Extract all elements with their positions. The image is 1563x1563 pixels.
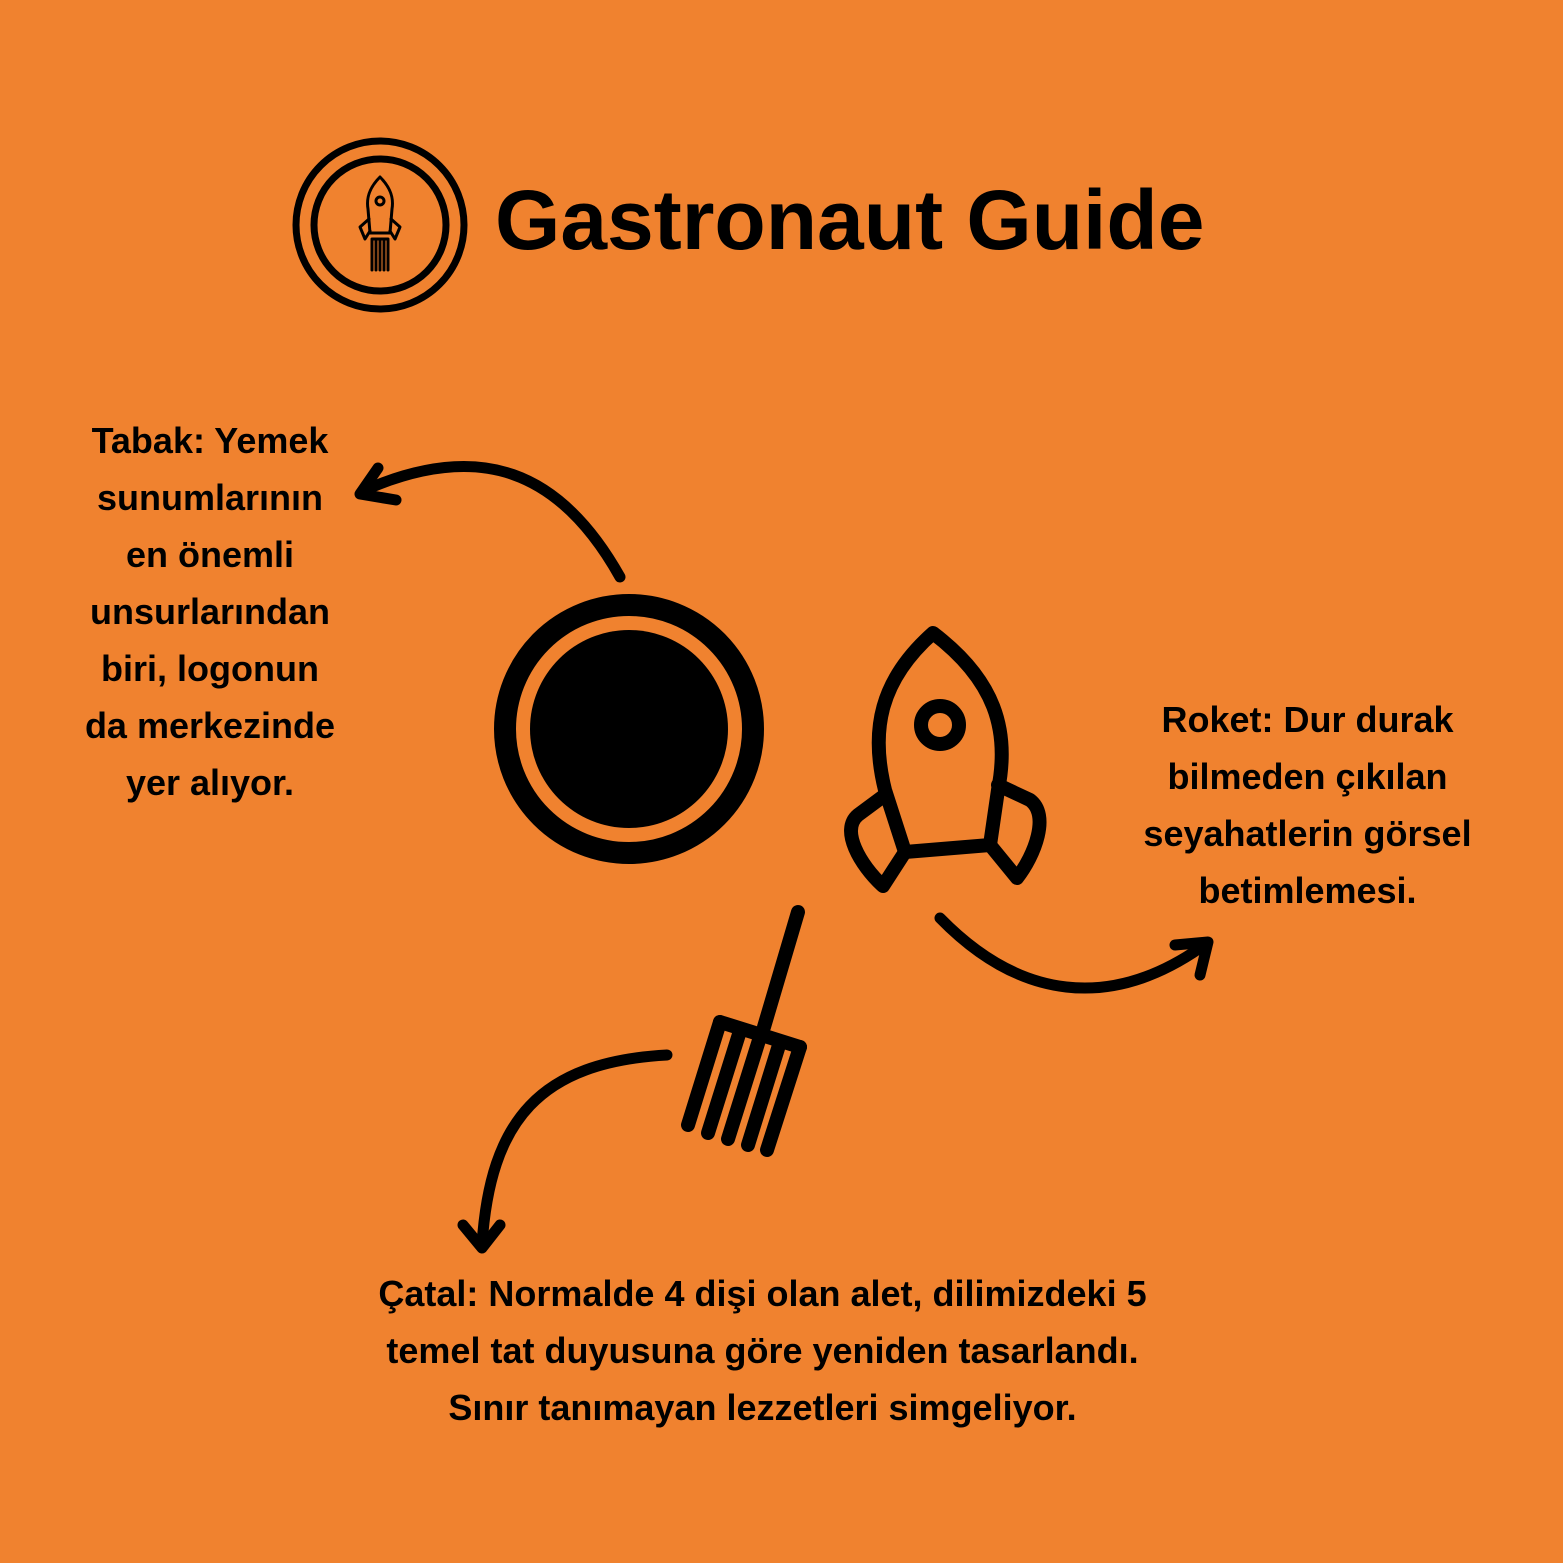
arrow-to-fork-text-icon: [463, 1055, 667, 1248]
fork-description-line: Sınır tanımayan lezzetleri simgeliyor.: [448, 1387, 1077, 1428]
arrow-to-rocket-text-icon: [940, 918, 1208, 988]
plate-description-line: yer alıyor.: [125, 762, 295, 803]
plate-description-line: unsurlarından: [89, 591, 331, 632]
plate-description-line: en önemli: [125, 534, 295, 575]
plate-description-line: sunumlarının: [96, 477, 324, 518]
rocket-description-line: seyahatlerin görsel: [1143, 813, 1472, 854]
rocket-description-line: bilmeden çıkılan: [1167, 756, 1448, 797]
rocket-icon: [851, 633, 1039, 886]
rocket-description-line: Roket: Dur durak: [1161, 699, 1454, 740]
page-title: Gastronaut Guide: [495, 173, 1205, 267]
fork-icon: [688, 912, 800, 1150]
plate-description-line: Tabak: Yemek: [91, 420, 329, 461]
arrow-to-plate-text-icon: [360, 466, 620, 577]
plate-icon: [505, 605, 753, 853]
rocket-description: [1095, 691, 1520, 919]
fork-description-line: temel tat duyusuna göre yeniden tasarlandı.: [386, 1330, 1139, 1371]
plate-description-line: da merkezinde: [84, 705, 336, 746]
plate-description-line: biri, logonun: [101, 648, 319, 689]
plate-description: [40, 412, 380, 811]
fork-description-line: Çatal: Normalde 4 dişi olan alet, dilimizdeki 5: [378, 1273, 1147, 1314]
rocket-description-line: betimlemesi.: [1198, 870, 1417, 911]
fork-description: [260, 1265, 1265, 1436]
